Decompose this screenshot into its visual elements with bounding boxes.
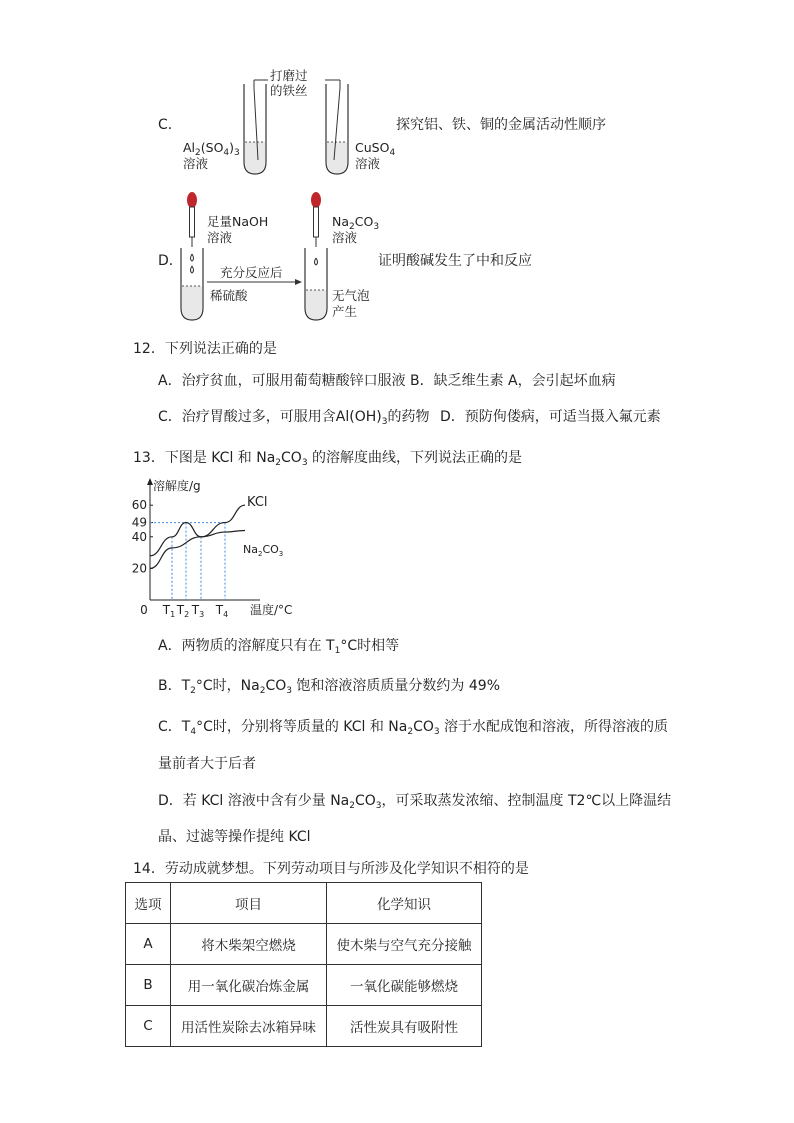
- q12-option-c-post: 的药物: [387, 409, 430, 425]
- q12-option-c-pre: C．治疗胃酸过多，可服用含: [158, 409, 336, 425]
- series-line-na2co3: [150, 523, 245, 556]
- q13-option-d-line1: D．若 KCl 溶液中含有少量 $Na_2CO_3$，可采取蒸发浓缩、控制温度 T2℃以上降温结: [158, 793, 672, 811]
- option-d-letter: D．: [158, 253, 183, 269]
- q14-stem: 14．劳动成就梦想。下列劳动项目与所涉及化学知识不相符的是: [133, 861, 529, 877]
- test-tubes-c-diagram: [230, 70, 360, 180]
- row-b-knowledge: 一氧化碳能够燃烧: [327, 965, 482, 1006]
- left-solution: [245, 142, 265, 173]
- series-label-kcl: KCl: [247, 495, 268, 510]
- y-axis-label: 溶解度/g: [153, 479, 201, 493]
- q12-option-a: A．治疗贫血，可服用葡萄糖酸锌口服液: [158, 373, 406, 389]
- q13-option-d-line2: 晶、过滤等操作提纯 KCl: [158, 829, 311, 845]
- arrow-label: 充分反应后: [220, 265, 283, 280]
- q12-stem: 12．下列说法正确的是: [133, 341, 277, 357]
- q13-stem: 13．下图是 KCl 和 $Na_2CO_3$ 的溶解度曲线，下列说法正确的是: [133, 450, 523, 468]
- reaction-arrowhead: [295, 279, 302, 285]
- row-a-project: 将木柴架空燃烧: [171, 924, 327, 965]
- naoh-label: 足量NaOH: [207, 214, 269, 229]
- x-tick-label: $T_2$: [176, 603, 190, 619]
- q13-option-a: A．两物质的溶解度只有在 $T_1^\circ C$时相等: [158, 638, 400, 656]
- right-solution: [327, 142, 347, 173]
- tube2-solution: [306, 290, 326, 319]
- row-c-knowledge: 活性炭具有吸附性: [327, 1006, 482, 1047]
- option-c-letter: C．: [158, 117, 182, 133]
- row-b-project: 用一氧化碳冶炼金属: [171, 965, 327, 1006]
- row-c-option: C: [126, 1006, 171, 1047]
- naoh-solution-word: 溶液: [207, 230, 233, 245]
- row-a-knowledge: 使木柴与空气充分接触: [327, 924, 482, 965]
- drop2: [315, 258, 318, 265]
- q13-option-c-line2: 量前者大于后者: [158, 756, 256, 772]
- y-tick-label: 40: [131, 529, 147, 544]
- y-tick-label: 60: [131, 498, 147, 513]
- series-label-na2co3: $Na_2CO_3$: [243, 543, 284, 558]
- x-tick-label: $T_1$: [162, 603, 176, 619]
- table-row: [126, 924, 482, 965]
- dropper1-bulb: [187, 192, 197, 208]
- drop1b: [191, 266, 194, 273]
- solubility-chart: [125, 475, 325, 625]
- q14-table: [125, 882, 482, 1047]
- y-tick-label: 20: [131, 561, 147, 576]
- iron-wire-label-1: 打磨过: [270, 68, 308, 83]
- dropper2-bulb: [311, 192, 321, 208]
- no-bubbles-label-1: 无气泡: [332, 288, 370, 303]
- header-project: 项目: [171, 883, 327, 924]
- al2so43-label: $Al_2(SO_4)_3$: [183, 140, 240, 158]
- na2co3-reagent-label: $Na_2CO_3$: [332, 214, 380, 232]
- dilute-sulfuric-acid-label: 稀硫酸: [210, 288, 248, 303]
- x-axis-label: 温度/°C: [250, 603, 293, 617]
- q12-option-c: C．治疗胃酸过多，可服用含$Al(OH)_3$的药物: [158, 409, 430, 427]
- dropper2-tube: [314, 207, 319, 237]
- q12-option-d: D．预防佝偻病，可适当摄入氟元素: [440, 409, 661, 425]
- tube1-acid: [182, 286, 202, 319]
- table-header-row: [126, 883, 482, 924]
- q13-option-b: B．$T_2^\circ C$时，$Na_2CO_3$ 饱和溶液溶质质量分数约为 49%: [158, 678, 501, 696]
- x-tick-label: $T_4$: [215, 603, 229, 619]
- x-tick-label: $T_3$: [191, 603, 205, 619]
- cuso4-solution-word: 溶液: [355, 156, 381, 171]
- q13-option-c-line1: C．$T_4^\circ C$时，分别将等质量的 KCl 和 $Na_2CO_3$ 溶于水配成饱和溶液，所得溶液的质: [158, 719, 669, 737]
- row-a-option: A: [126, 924, 171, 965]
- no-bubbles-label-2: 产生: [332, 304, 358, 319]
- iron-wire-label-2: 的铁丝: [270, 83, 308, 98]
- header-option: 选项: [126, 883, 171, 924]
- row-b-option: B: [126, 965, 171, 1006]
- option-d-purpose: 证明酸碱发生了中和反应: [378, 253, 532, 269]
- y-tick-label: 49: [131, 515, 147, 530]
- table-row: [126, 965, 482, 1006]
- na2co3-solution-word: 溶液: [332, 230, 358, 245]
- drop1a: [191, 254, 194, 261]
- x-tick-label: 0: [140, 603, 148, 617]
- q12-option-b: B．缺乏维生素 A，会引起坏血病: [410, 373, 616, 389]
- header-chem-knowledge: 化学知识: [327, 883, 482, 924]
- row-c-project: 用活性炭除去冰箱异味: [171, 1006, 327, 1047]
- cuso4-label: CuSO$_4$: [355, 140, 396, 158]
- series-line-kcl: [150, 505, 245, 568]
- option-c-purpose: 探究铝、铁、铜的金属活动性顺序: [396, 117, 606, 133]
- table-row: [126, 1006, 482, 1047]
- al2so43-solution-word: 溶液: [183, 156, 209, 171]
- dropper1-tube: [190, 207, 195, 237]
